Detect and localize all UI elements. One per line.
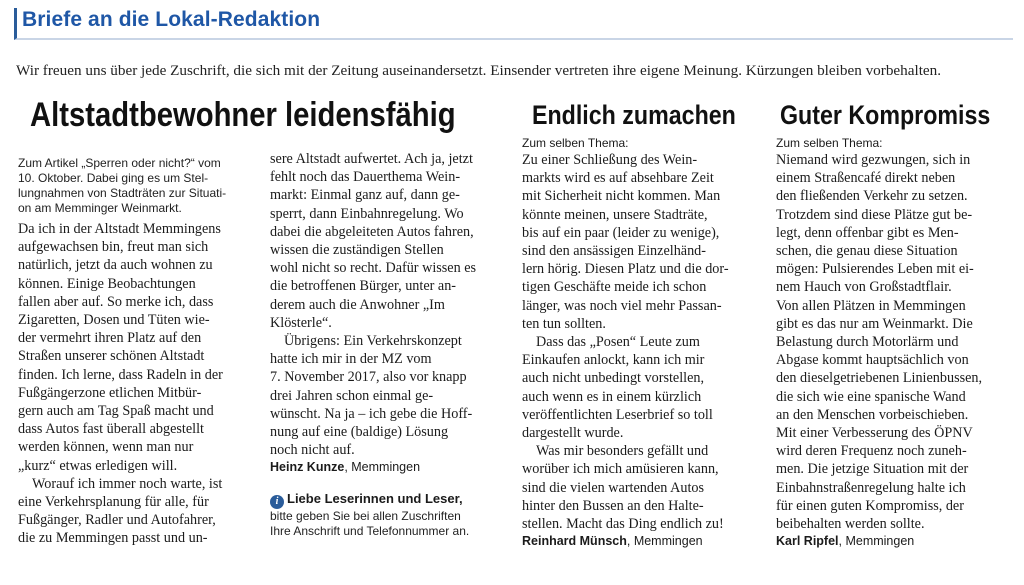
body-line: finden. Ich lerne, dass Radeln in der (18, 366, 223, 383)
body-line: können. Einige Beobachtungen (18, 275, 196, 292)
lead-line: on am Memminger Weinmarkt. (18, 201, 182, 215)
body-line: markts wird es auf absehbare Zeit (522, 170, 714, 187)
body-line: lern hörig. Diesen Platz und die dor- (522, 261, 729, 278)
body-line: sind den ansässigen Einzelhänd- (522, 243, 706, 260)
body-line: an den Menschen vorbeischieben. (776, 406, 969, 423)
body-line: Straßen unserer schönen Altstadt (18, 348, 205, 365)
letter-3-thema: Zum selben Thema: (776, 136, 883, 150)
letter-2-signature (522, 533, 762, 550)
body-line: Belastung durch Motorlärm und (776, 334, 959, 351)
body-line: Klösterle“. (270, 314, 332, 331)
body-line: einem Straßencafé direkt neben (776, 170, 956, 187)
body-line: der vermehrt ihren Platz auf den (18, 330, 202, 347)
author-city: , Memmingen (838, 534, 915, 549)
body-line: Zu einer Schließung des Wein- (522, 152, 698, 168)
letter-2-thema: Zum selben Thema: (522, 136, 629, 150)
body-line: gibt es das nur am Weinmarkt. Die (776, 315, 973, 332)
headline-letter-3: Guter Kompromiss (780, 100, 991, 130)
letter-1-column-2 (270, 150, 510, 539)
body-line: veröffentlichten Leserbrief so toll (522, 406, 713, 423)
body-line: sere Altstadt aufwertet. Ach ja, jetzt (270, 151, 473, 167)
body-line: legt, denn offenbar gibt es Men- (776, 224, 959, 241)
body-line: dargestellt wurde. (522, 425, 624, 442)
body-line: hinter den Bussen an den Halte- (522, 497, 704, 514)
body-line: hatte ich mir in der MZ vom (270, 351, 432, 368)
body-line: dass Autos fast überall abgestellt (18, 421, 204, 438)
author-name: Karl Ripfel (776, 534, 839, 549)
body-line: den dieselgetriebenen Linienbussen, (776, 370, 983, 387)
body-line: Worauf ich immer noch warte, ist (32, 475, 223, 492)
body-line: fehlt noch das Dauerthema Wein- (270, 169, 461, 186)
body-line: werden können, wenn man nur (18, 439, 194, 456)
body-line: men. Die jetzige Situation mit der (776, 461, 969, 478)
body-line: die betroffenen Bürger, unter an- (270, 278, 457, 295)
body-line: sperrt, dann Einbahnregelung. Wo (270, 205, 464, 222)
body-line: könnte meinen, unsere Stadträte, (522, 206, 708, 223)
body-line: sind die vielen wartenden Autos (522, 479, 705, 496)
body-line: Niemand wird gezwungen, sich in (776, 152, 971, 168)
body-line: den fließenden Verkehr zu setzen. (776, 188, 968, 205)
body-line: natürlich, jetzt da auch wohnen zu (18, 257, 213, 274)
body-line: wohl nicht so recht. Dafür wissen es (270, 260, 477, 277)
body-line: mit Sicherheit nicht kommen. Man (522, 188, 721, 205)
lead-line: Zum Artikel „Sperren oder nicht?“ vom (18, 156, 221, 170)
body-line: für einen guten Kompromiss, der (776, 497, 964, 514)
body-line: drei Jahren schon einmal ge- (270, 387, 434, 404)
body-line: Fußgänger, Radler und Autofahrer, (18, 512, 216, 529)
body-line: Was mir besonders gefällt und (536, 443, 709, 460)
body-line: Fußgängerzone etlichen Mitbür- (18, 384, 202, 401)
body-line: Da ich in der Altstadt Memmingens (18, 221, 221, 237)
body-line: Abgase kommt hauptsächlich von (776, 352, 969, 369)
body-line: aufgewachsen bin, freut man sich (18, 239, 209, 256)
body-line: wissen die zuständigen Stellen (270, 242, 444, 259)
letter-1-signature (270, 459, 510, 476)
body-line: worüber ich mich amüsieren kann, (522, 461, 719, 478)
body-line: markt: Einmal ganz auf, dann ge- (270, 187, 460, 204)
body-line: Von allen Plätzen in Memmingen (776, 297, 966, 314)
body-line: Mit einer Verbesserung des ÖPNV (776, 425, 973, 442)
body-line: nung auf eine (baldige) Lösung (270, 424, 449, 441)
body-line: stellen. Macht das Ding endlich zu! (522, 516, 724, 533)
body-line: nem Hauch von Großstadtflair. (776, 279, 952, 296)
body-line: Einkaufen anlockt, kann ich mir (522, 352, 705, 369)
reader-info-line: Ihre Anschrift und Telefonnummer an. (270, 524, 470, 539)
body-line: derem auch die Anwohner „Im (270, 296, 445, 313)
author-name: Heinz Kunze (270, 460, 345, 475)
body-line: wünscht. Na ja – ich gebe die Hoff- (270, 405, 473, 422)
reader-info-line: bitte geben Sie bei allen Zuschriften (270, 509, 461, 524)
author-city: , Memmingen (626, 534, 703, 549)
author-name: Reinhard Münsch (522, 534, 627, 549)
body-line: auch nicht unbedingt vorstellen, (522, 370, 705, 387)
body-line: mögen: Pulsierendes Leben mit ei- (776, 261, 974, 278)
body-line: länger, was noch viel mehr Passan- (522, 297, 722, 314)
body-line: Dass das „Posen“ Leute zum (536, 334, 700, 351)
headline-letter-1: Altstadtbewohner leidensfähig (30, 96, 456, 134)
lead-line: lungnahmen von Stadträten zur Situati- (18, 186, 227, 200)
lead-line: 10. Oktober. Dabei ging es um Stel- (18, 171, 209, 185)
body-line: bis auf ein paar (leider zu wenige), (522, 224, 720, 241)
body-line: 7. November 2017, also vor knapp (270, 369, 467, 386)
body-line: „kurz“ etwas erledigen will. (18, 457, 178, 474)
body-line: Zigaretten, Dosen und Tüten wie- (18, 312, 210, 329)
body-line: die sich wie eine spanische Wand (776, 388, 966, 405)
reader-info-heading: Liebe Leserinnen und Leser, (287, 491, 463, 507)
letter-3-column (776, 136, 1016, 550)
letter-1-column-1 (18, 156, 258, 548)
body-line: wird deren Frequenz noch zuneh- (776, 443, 967, 460)
section-title: Briefe an die Lokal-Redaktion (22, 8, 321, 31)
body-line: auch wenn es in einem kürzlich (522, 388, 702, 405)
letter-3-signature (776, 533, 1016, 550)
body-line: tigen Geschäfte meide ich schon (522, 279, 707, 296)
body-line: ten tun sollten. (522, 315, 606, 332)
body-line: noch nicht auf. (270, 442, 355, 459)
info-icon: i (270, 495, 284, 509)
body-line: die zu Memmingen passt und un- (18, 530, 208, 547)
intro-note: Wir freuen uns über jede Zuschrift, die sich mit der Zeitung auseinandersetzt. Einsender vertreten ihre eigene Meinung. Kürzungen bleiben vorbehalten. (16, 62, 942, 79)
body-line: Übrigens: Ein Verkehrskonzept (284, 333, 462, 350)
body-line: Trotzdem sind diese Plätze gut be- (776, 206, 973, 223)
author-city: , Memmingen (344, 460, 421, 475)
letter-2-column (522, 136, 762, 550)
body-line: dabei die abgeleiteten Autos fahren, (270, 223, 474, 240)
letter-1-lead (18, 156, 258, 216)
body-line: eine Verkehrsplanung für alle, für (18, 494, 209, 511)
body-line: Einbahnstraßenregelung halte ich (776, 479, 966, 496)
body-line: schen, die genau diese Situation (776, 243, 958, 260)
body-line: beibehalten werden sollte. (776, 516, 925, 533)
reader-info-title (270, 490, 510, 509)
body-line: fallen aber auf. So merke ich, dass (18, 293, 214, 310)
body-line: gern auch am Tag Spaß macht und (18, 403, 214, 420)
headline-letter-2: Endlich zumachen (532, 100, 736, 130)
